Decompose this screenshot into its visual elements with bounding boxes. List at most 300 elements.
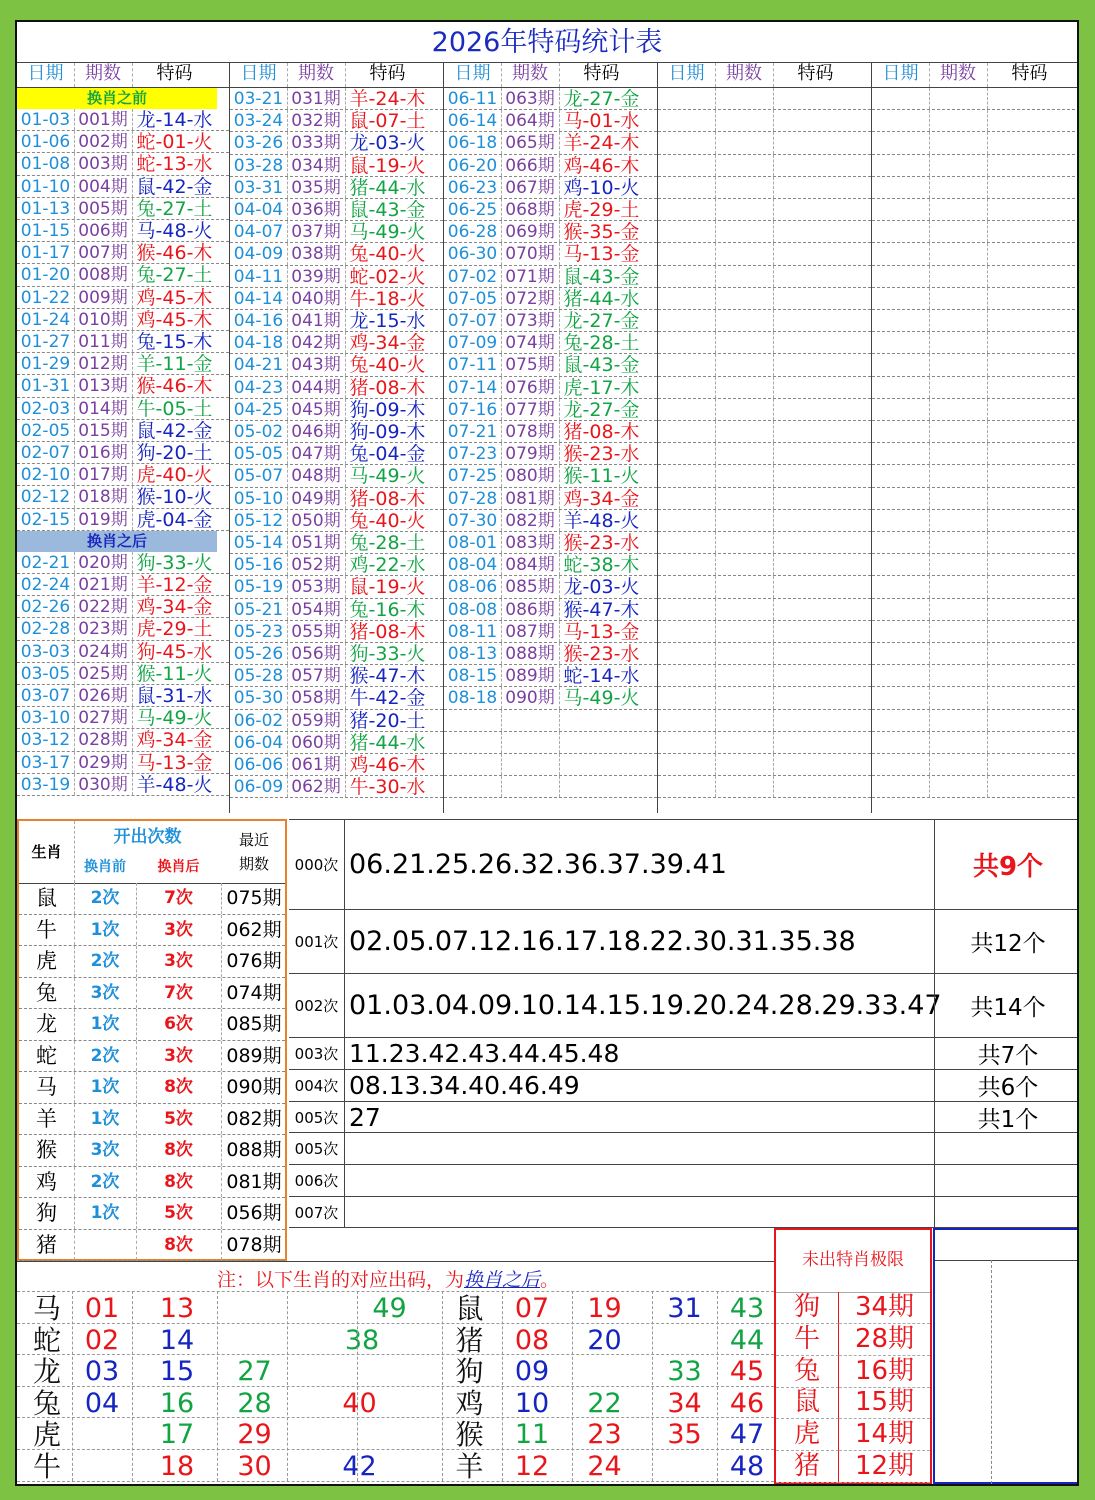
code-cell: [773, 155, 858, 176]
code-cell: 蛇-14-水: [563, 665, 640, 687]
empty-row: [872, 155, 1079, 177]
record-row: [17, 774, 229, 796]
date-cell: [658, 310, 716, 331]
record-row: [17, 264, 229, 286]
empty-row: [658, 488, 871, 510]
code-cell: 狗-33-火: [136, 551, 213, 573]
issue-cell: 010期: [74, 309, 133, 330]
empty-row: [872, 776, 1079, 798]
issue-cell: [929, 177, 988, 198]
empty-row: [658, 532, 871, 554]
code-cell: 鸡-34-金: [136, 596, 213, 618]
issue-cell: 071期: [501, 266, 560, 287]
missing-zodiac: 狗: [776, 1292, 839, 1324]
record-row: [230, 621, 443, 643]
date-cell: [872, 643, 930, 664]
map-number: 28: [237, 1387, 272, 1419]
empty-row: [872, 88, 1079, 110]
missing-periods: 34期: [839, 1292, 930, 1324]
issue-cell: 041期: [287, 310, 346, 331]
date-cell: [872, 88, 930, 109]
date-cell: [658, 532, 716, 553]
date-cell: [658, 621, 716, 642]
date-cell: 04-16: [230, 310, 288, 331]
issue-cell: [715, 399, 774, 420]
issue-cell: [715, 599, 774, 620]
code-cell: 龙-14-水: [136, 109, 213, 131]
zodiac-cell: 鼠: [19, 883, 75, 914]
count-numbers: 11.23.42.43.44.45.48: [349, 1039, 620, 1068]
empty-row: [658, 310, 871, 332]
code-cell: [987, 310, 1072, 331]
issue-cell: [929, 243, 988, 264]
issue-cell: [715, 554, 774, 575]
code-cell: [987, 399, 1072, 420]
count-numbers: [349, 1165, 929, 1196]
map-zodiac: 马: [32, 1292, 61, 1325]
empty-row: [658, 421, 871, 443]
empty-row: [658, 576, 871, 598]
code-cell: 狗-09-木: [349, 398, 426, 420]
issue-cell: 059期: [287, 710, 346, 731]
zodiac-cell: 猴: [19, 1135, 75, 1166]
issue-cell: 040期: [287, 288, 346, 309]
date-cell: [872, 732, 930, 753]
issue-cell: 036期: [287, 199, 346, 220]
code-cell: 猴-23-水: [563, 443, 640, 465]
count-row: [289, 819, 1079, 910]
map-number: 04: [84, 1387, 120, 1419]
missing-zodiac: 牛: [776, 1324, 839, 1356]
code-cell: 羊-48-火: [136, 773, 213, 795]
count-label: 001次: [289, 910, 345, 973]
date-cell: 01-06: [17, 131, 75, 152]
issue-cell: 007期: [74, 242, 133, 263]
issue-cell: 087期: [501, 621, 560, 642]
record-row: [230, 732, 443, 754]
empty-row: [658, 354, 871, 376]
date-cell: 03-03: [17, 641, 75, 662]
code-cell: [987, 266, 1072, 287]
code-cell: [773, 710, 858, 731]
stats-sheet: [15, 20, 1079, 1486]
after-count-cell: 3次: [136, 946, 222, 977]
record-row: [444, 221, 657, 243]
date-cell: [658, 332, 716, 353]
date-cell: [872, 332, 930, 353]
issue-cell: 005期: [74, 198, 133, 219]
record-row: [230, 155, 443, 177]
code-cell: [773, 199, 858, 220]
issue-cell: 064期: [501, 110, 560, 131]
issue-cell: 084期: [501, 554, 560, 575]
date-cell: 03-24: [230, 110, 288, 131]
record-row: [444, 243, 657, 265]
code-cell: [987, 732, 1072, 753]
issue-cell: 期数: [74, 63, 133, 87]
empty-row: [872, 221, 1079, 243]
before-count-cell: 2次: [74, 883, 137, 914]
issue-cell: [715, 665, 774, 686]
map-number: 35: [667, 1419, 702, 1451]
date-cell: [658, 687, 716, 708]
before-count-cell: 1次: [74, 1198, 137, 1229]
record-row: [444, 310, 657, 332]
code-cell: 特码: [797, 63, 834, 84]
date-cell: 08-06: [444, 576, 502, 597]
zodiac-cell: 狗: [19, 1198, 75, 1229]
record-row: [444, 199, 657, 221]
code-cell: [987, 643, 1072, 664]
code-cell: [773, 665, 858, 686]
recent-issue-cell: 085期: [226, 1013, 282, 1035]
count-total: [934, 1197, 1079, 1227]
record-row: [230, 110, 443, 132]
empty-row: [872, 687, 1079, 709]
record-row: [230, 354, 443, 376]
date-cell: [658, 599, 716, 620]
code-cell: [987, 88, 1072, 109]
code-cell: 兔-28-土: [563, 332, 640, 354]
issue-cell: 期数: [929, 63, 988, 87]
record-row: [17, 442, 229, 464]
issue-cell: [501, 732, 560, 753]
code-cell: 鸡-45-木: [136, 286, 213, 308]
empty-row: [872, 576, 1079, 598]
date-cell: 07-02: [444, 266, 502, 287]
date-cell: 06-28: [444, 221, 502, 242]
date-cell: 03-21: [230, 88, 288, 109]
before-count-cell: 1次: [74, 1009, 137, 1040]
record-row: [230, 710, 443, 732]
code-cell: 猪-20-土: [349, 709, 426, 731]
record-row: [17, 509, 229, 531]
code-cell: [773, 421, 858, 442]
map-number: 22: [587, 1387, 622, 1419]
record-row: [444, 621, 657, 643]
note-link[interactable]: 换肖之后: [464, 1269, 541, 1291]
date-cell: 06-11: [444, 88, 502, 109]
column-header: [230, 63, 443, 88]
record-row: [444, 399, 657, 421]
before-count-cell: 1次: [74, 1104, 137, 1135]
code-cell: [987, 199, 1072, 220]
count-row: [289, 1197, 1079, 1228]
record-row: [230, 332, 443, 354]
code-cell: 猪-08-木: [349, 487, 426, 509]
date-cell: 05-26: [230, 643, 288, 664]
code-cell: 猴-10-火: [136, 486, 213, 508]
code-cell: [987, 510, 1072, 531]
code-cell: 马-49-火: [136, 707, 213, 729]
date-cell: 06-06: [230, 754, 288, 775]
code-cell: [773, 776, 858, 797]
zodiac-cell: 兔: [19, 978, 75, 1009]
record-row: [444, 377, 657, 399]
empty-row: [658, 155, 871, 177]
empty-row: [658, 132, 871, 154]
issue-cell: 052期: [287, 554, 346, 575]
record-row: [17, 486, 229, 508]
empty-row: [872, 132, 1079, 154]
date-cell: 04-14: [230, 288, 288, 309]
date-cell: 06-04: [230, 732, 288, 753]
code-cell: 兔-40-火: [349, 509, 426, 531]
map-number: 11: [514, 1419, 550, 1451]
empty-row: [658, 110, 871, 132]
issue-cell: [929, 488, 988, 509]
note-prefix: 注：以下生肖的对应出码，为: [217, 1269, 465, 1291]
issue-cell: [929, 266, 988, 287]
count-numbers: 02.05.07.12.16.17.18.22.30.31.35.38: [349, 926, 856, 957]
empty-blue-box: [933, 1228, 1079, 1484]
code-cell: 特码: [156, 63, 193, 84]
date-cell: [872, 510, 930, 531]
recent-issue-cell: 089期: [226, 1044, 282, 1067]
code-cell: 狗-33-火: [349, 643, 426, 665]
issue-cell: 077期: [501, 399, 560, 420]
date-cell: 日期: [444, 63, 502, 87]
record-row: [17, 663, 229, 685]
empty-row: [872, 488, 1079, 510]
date-cell: 05-07: [230, 465, 288, 486]
date-cell: 06-14: [444, 110, 502, 131]
record-row: [17, 707, 229, 729]
map-number: 13: [159, 1293, 195, 1324]
zodiac-cell: 马: [19, 1072, 75, 1103]
code-cell: [987, 754, 1072, 775]
map-number: 44: [729, 1324, 765, 1356]
after-count-cell: 3次: [136, 915, 222, 946]
date-cell: [658, 132, 716, 153]
empty-row: [872, 599, 1079, 621]
empty-row: [872, 554, 1079, 576]
code-cell: 蛇-38-木: [563, 554, 640, 576]
recent-issue-cell: 082期: [226, 1107, 282, 1130]
date-cell: 02-12: [17, 486, 75, 507]
code-cell: 马-49-火: [563, 687, 640, 709]
map-zodiac: 牛: [32, 1450, 61, 1483]
empty-row: [658, 266, 871, 288]
stats-row: [19, 1072, 285, 1104]
map-number: 01: [84, 1293, 120, 1324]
date-cell: [658, 443, 716, 464]
recent-issue-cell: 062期: [226, 918, 282, 941]
code-cell: 虎-29-土: [136, 618, 213, 640]
issue-cell: 062期: [287, 776, 346, 797]
code-cell: 蛇-01-火: [136, 131, 213, 153]
record-column-2: [230, 63, 444, 813]
empty-row: [658, 243, 871, 265]
mapping-note: [217, 1265, 559, 1292]
empty-row: [872, 354, 1079, 376]
date-cell: [658, 465, 716, 486]
record-row: [230, 310, 443, 332]
record-row: [444, 354, 657, 376]
record-row: [230, 266, 443, 288]
record-row: [444, 288, 657, 310]
date-cell: 04-09: [230, 243, 288, 264]
date-cell: [444, 732, 502, 753]
missing-zodiac: 鼠: [776, 1387, 839, 1419]
date-cell: 04-04: [230, 199, 288, 220]
code-cell: 猴-35-金: [563, 221, 640, 243]
issue-cell: 090期: [501, 687, 560, 708]
code-cell: [987, 132, 1072, 153]
zodiac-cell: 鸡: [19, 1167, 75, 1198]
issue-cell: 055期: [287, 621, 346, 642]
record-row: [444, 110, 657, 132]
issue-cell: [715, 266, 774, 287]
issue-cell: [715, 488, 774, 509]
empty-row: [658, 399, 871, 421]
issue-cell: [929, 599, 988, 620]
record-row: [17, 131, 229, 153]
code-cell: [987, 354, 1072, 375]
record-row: [17, 596, 229, 618]
count-total: [934, 1133, 1079, 1164]
date-cell: 日期: [230, 63, 288, 87]
record-row: [230, 599, 443, 621]
date-cell: [658, 488, 716, 509]
issue-cell: [929, 332, 988, 353]
issue-cell: [715, 532, 774, 553]
issue-cell: 012期: [74, 353, 133, 374]
issue-cell: [715, 465, 774, 486]
code-cell: [773, 177, 858, 198]
issue-cell: 080期: [501, 465, 560, 486]
after-count-cell: 8次: [136, 1230, 222, 1261]
issue-cell: [929, 554, 988, 575]
record-row: [230, 465, 443, 487]
issue-cell: [501, 776, 560, 797]
date-cell: 08-15: [444, 665, 502, 686]
date-cell: [872, 465, 930, 486]
map-number: 45: [729, 1356, 765, 1388]
date-cell: 08-18: [444, 687, 502, 708]
issue-cell: 035期: [287, 177, 346, 198]
record-row: [17, 198, 229, 220]
record-row: [17, 618, 229, 640]
code-cell: [773, 243, 858, 264]
code-cell: 特码: [1011, 63, 1048, 84]
date-cell: 07-30: [444, 510, 502, 531]
issue-cell: [715, 310, 774, 331]
record-row: [444, 266, 657, 288]
zodiac-stats-table: [17, 819, 287, 1261]
record-row: [230, 665, 443, 687]
empty-row: [872, 177, 1079, 199]
date-cell: [872, 199, 930, 220]
code-cell: 马-13-金: [563, 620, 640, 642]
record-row: [17, 420, 229, 442]
issue-cell: 056期: [287, 643, 346, 664]
empty-row: [872, 310, 1079, 332]
after-count-cell: 8次: [136, 1072, 222, 1103]
date-cell: 04-25: [230, 399, 288, 420]
issue-cell: 060期: [287, 732, 346, 753]
zodiac-cell: 猪: [19, 1230, 75, 1261]
code-cell: 猴-46-木: [136, 242, 213, 264]
column-header: [658, 63, 871, 88]
issue-cell: 088期: [501, 643, 560, 664]
date-cell: [872, 621, 930, 642]
map-number: 30: [237, 1451, 272, 1482]
missing-periods: 15期: [839, 1387, 930, 1419]
issue-cell: [929, 399, 988, 420]
map-number: 49: [372, 1293, 407, 1324]
date-cell: 03-28: [230, 155, 288, 176]
issue-cell: [501, 754, 560, 775]
code-cell: [773, 288, 858, 309]
issue-cell: [715, 354, 774, 375]
code-cell: [773, 132, 858, 153]
code-cell: [773, 354, 858, 375]
code-cell: [773, 599, 858, 620]
date-cell: 06-25: [444, 199, 502, 220]
issue-cell: [715, 243, 774, 264]
code-cell: 马-13-金: [136, 751, 213, 773]
map-number: 33: [667, 1356, 702, 1388]
date-cell: 08-13: [444, 643, 502, 664]
missing-limit-box: [774, 1228, 932, 1484]
issue-cell: 066期: [501, 155, 560, 176]
code-cell: [987, 155, 1072, 176]
issue-cell: [715, 288, 774, 309]
issue-cell: [929, 221, 988, 242]
date-cell: 日期: [658, 63, 716, 87]
count-row: [289, 974, 1079, 1038]
code-cell: [987, 776, 1072, 797]
issue-cell: 047期: [287, 443, 346, 464]
issue-cell: 001期: [74, 109, 133, 130]
empty-row: [872, 288, 1079, 310]
zodiac-cell: 羊: [19, 1104, 75, 1135]
issue-cell: 006期: [74, 220, 133, 241]
date-cell: [658, 88, 716, 109]
count-label: 005次: [289, 1133, 345, 1164]
map-zodiac: 龙: [32, 1355, 61, 1389]
empty-row: [658, 754, 871, 776]
issue-cell: 期数: [287, 63, 346, 87]
code-cell: 兔-04-金: [349, 443, 426, 465]
code-cell: [987, 465, 1072, 486]
record-row: [17, 398, 229, 420]
issue-cell: [929, 687, 988, 708]
date-cell: [872, 177, 930, 198]
header-count: 开出次数: [113, 827, 182, 847]
date-cell: 02-03: [17, 398, 75, 419]
issue-cell: 078期: [501, 421, 560, 442]
map-zodiac: 兔: [32, 1386, 61, 1420]
empty-row: [872, 754, 1079, 776]
date-cell: 06-23: [444, 177, 502, 198]
date-cell: 07-25: [444, 465, 502, 486]
date-cell: [658, 510, 716, 531]
count-total: 共6个: [934, 1070, 1079, 1101]
count-numbers: 06.21.25.26.32.36.37.39.41: [349, 849, 727, 880]
record-row: [230, 488, 443, 510]
date-cell: 07-21: [444, 421, 502, 442]
issue-cell: 034期: [287, 155, 346, 176]
code-cell: [773, 266, 858, 287]
date-cell: 05-14: [230, 532, 288, 553]
sheet-title: 2026年特码统计表: [17, 22, 1077, 63]
date-cell: 04-21: [230, 354, 288, 375]
code-cell: [987, 377, 1072, 398]
count-row: [289, 1133, 1079, 1165]
record-row: [444, 421, 657, 443]
